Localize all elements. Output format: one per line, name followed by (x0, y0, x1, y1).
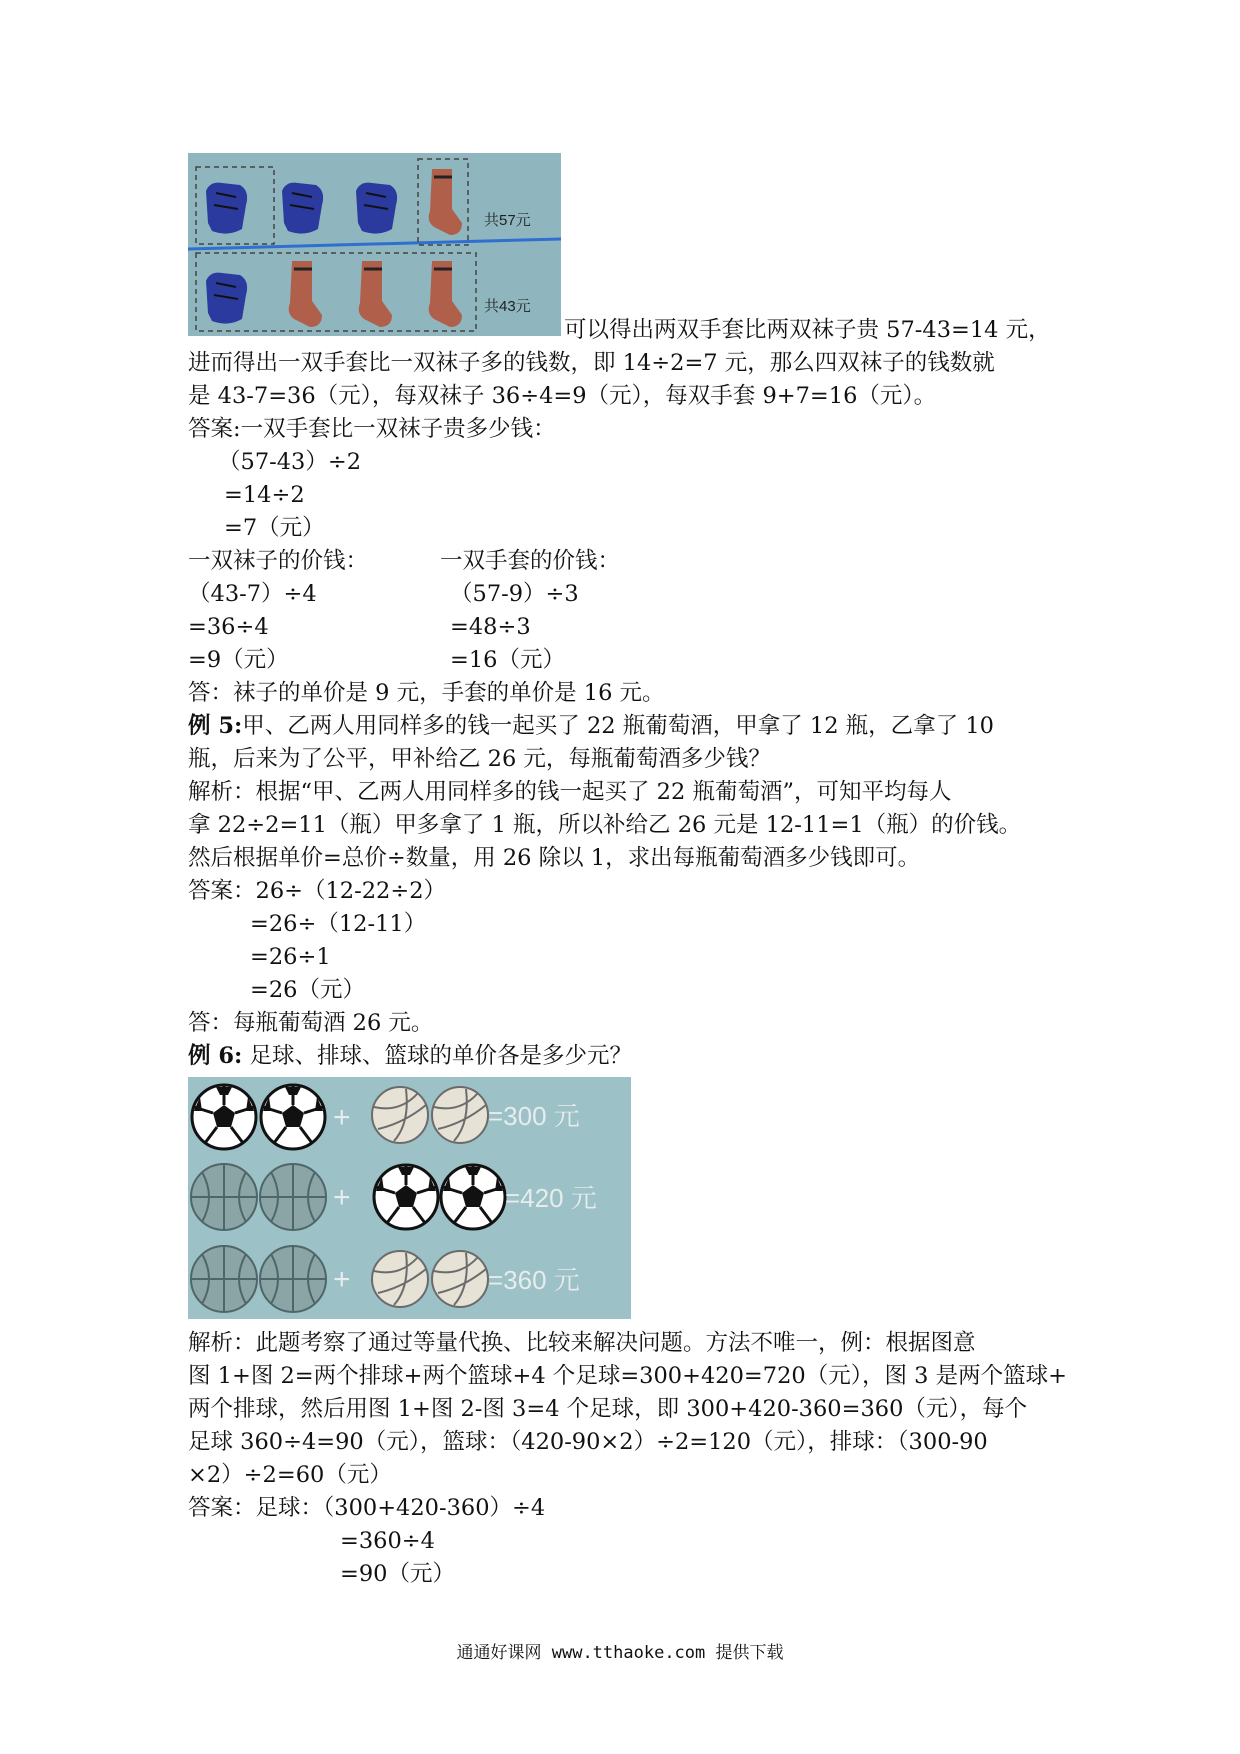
text-line: =48÷3 (450, 614, 531, 640)
text-line: 一双袜子的价钱： (188, 548, 369, 574)
text-line: =16（元） (450, 647, 565, 673)
text-line: 两个排球，然后用图 1+图 2-图 3=4 个足球，即 300+420-360=360（元），每个 (188, 1396, 1028, 1422)
equation-result-3: =360 元 (488, 1265, 580, 1295)
text-line: 答案：足球：（300+420-360）÷4 (188, 1495, 546, 1521)
text-line: 进而得出一双手套比一双袜子多的钱数，即 14÷2=7 元，那么四双袜子的钱数就 (188, 350, 995, 376)
example-5-line: 例 5:甲、乙两人用同样多的钱一起买了 22 瓶葡萄酒，甲拿了 12 瓶，乙拿了 10 (188, 713, 994, 739)
text-line: 解析：根据“甲、乙两人用同样多的钱一起买了 22 瓶葡萄酒”，可知平均每人 (188, 779, 952, 805)
text-line: 是 43-7=36（元），每双袜子 36÷4=9（元），每双手套 9+7=16（元）。 (188, 383, 937, 409)
price-label-bottom: 共43元 (484, 298, 531, 315)
text-line: （43-7）÷4 (188, 581, 317, 607)
glove-icon (356, 183, 397, 234)
soccer-ball-icon (261, 1085, 325, 1149)
text-line: ×2）÷2=60（元） (188, 1462, 392, 1488)
text-line: =7（元） (224, 515, 325, 541)
gloves-socks-illustration (188, 153, 561, 336)
glove-icon (206, 273, 247, 324)
text-line: 答案:一双手套比一双袜子贵多少钱： (188, 416, 556, 442)
equation-result-2: =420 元 (505, 1183, 597, 1213)
text-line: 可以得出两双手套比两双袜子贵 57-43=14 元， (564, 317, 1051, 343)
glove-icon (206, 183, 247, 234)
glove-icon (282, 183, 323, 234)
example-6-line: 例 6: 足球、排球、篮球的单价各是多少元？ (188, 1043, 632, 1069)
plus-sign: + (333, 1263, 351, 1296)
text-line: 图 1+图 2=两个排球+两个篮球+4 个足球=300+420=720（元），图 3 是两个篮球+ (188, 1363, 1067, 1389)
basketball-icon (260, 1164, 326, 1230)
basketball-icon (260, 1246, 326, 1312)
gloves-socks-figure (188, 153, 561, 336)
text-line: 瓶，后来为了公平，甲补给乙 26 元，每瓶葡萄酒多少钱？ (188, 746, 771, 772)
text-line: =36÷4 (188, 614, 269, 640)
soccer-ball-icon (374, 1165, 438, 1229)
text-line: 拿 22÷2=11（瓶）甲多拿了 1 瓶，所以补给乙 26 元是 12-11=1（瓶）的价钱。 (188, 812, 1022, 838)
text-line: 足球 360÷4=90（元），篮球：（420-90×2）÷2=120（元），排球：（300-90 (188, 1429, 988, 1455)
text-line: 解析：此题考察了通过等量代换、比较来解决问题。方法不唯一，例：根据图意 (188, 1330, 976, 1356)
text-line: 然后根据单价=总价÷数量，用 26 除以 1，求出每瓶葡萄酒多少钱即可。 (188, 845, 921, 871)
balls-illustration (188, 1077, 631, 1319)
text-line: 答：每瓶葡萄酒 26 元。 (188, 1010, 434, 1036)
basketball-icon (191, 1164, 257, 1230)
basketball-icon (191, 1246, 257, 1312)
text-line: 答案：26÷（12-22÷2） (188, 878, 447, 904)
page-footer: 通通好课网 www.tthaoke.com 提供下载 (456, 1643, 784, 1663)
soccer-ball-icon (192, 1085, 256, 1149)
volleyball-icon (372, 1251, 428, 1307)
plus-sign: + (333, 1101, 351, 1134)
text-line: =90（元） (340, 1561, 455, 1587)
example-6-label: 例 6: (188, 1043, 243, 1069)
text-line: =26÷（12-11） (250, 911, 427, 937)
balls-figure (188, 1077, 631, 1319)
equation-result-1: =300 元 (488, 1101, 580, 1131)
text-line: =9（元） (188, 647, 289, 673)
price-label-top: 共57元 (484, 212, 531, 229)
volleyball-icon (372, 1087, 428, 1143)
text-line: =26÷1 (250, 944, 331, 970)
text-line: （57-43）÷2 (218, 449, 362, 475)
plus-sign: + (333, 1181, 351, 1214)
text-line: =14÷2 (224, 482, 305, 508)
text-line: （57-9）÷3 (450, 581, 579, 607)
text-line: =360÷4 (340, 1528, 435, 1554)
soccer-ball-icon (441, 1165, 505, 1229)
text-line: =26（元） (250, 977, 365, 1003)
text-line: 答：袜子的单价是 9 元，手套的单价是 16 元。 (188, 680, 665, 706)
text-line: 一双手套的价钱： (440, 548, 621, 574)
volleyball-icon (432, 1087, 488, 1143)
volleyball-icon (432, 1251, 488, 1307)
example-5-label: 例 5: (188, 713, 243, 739)
